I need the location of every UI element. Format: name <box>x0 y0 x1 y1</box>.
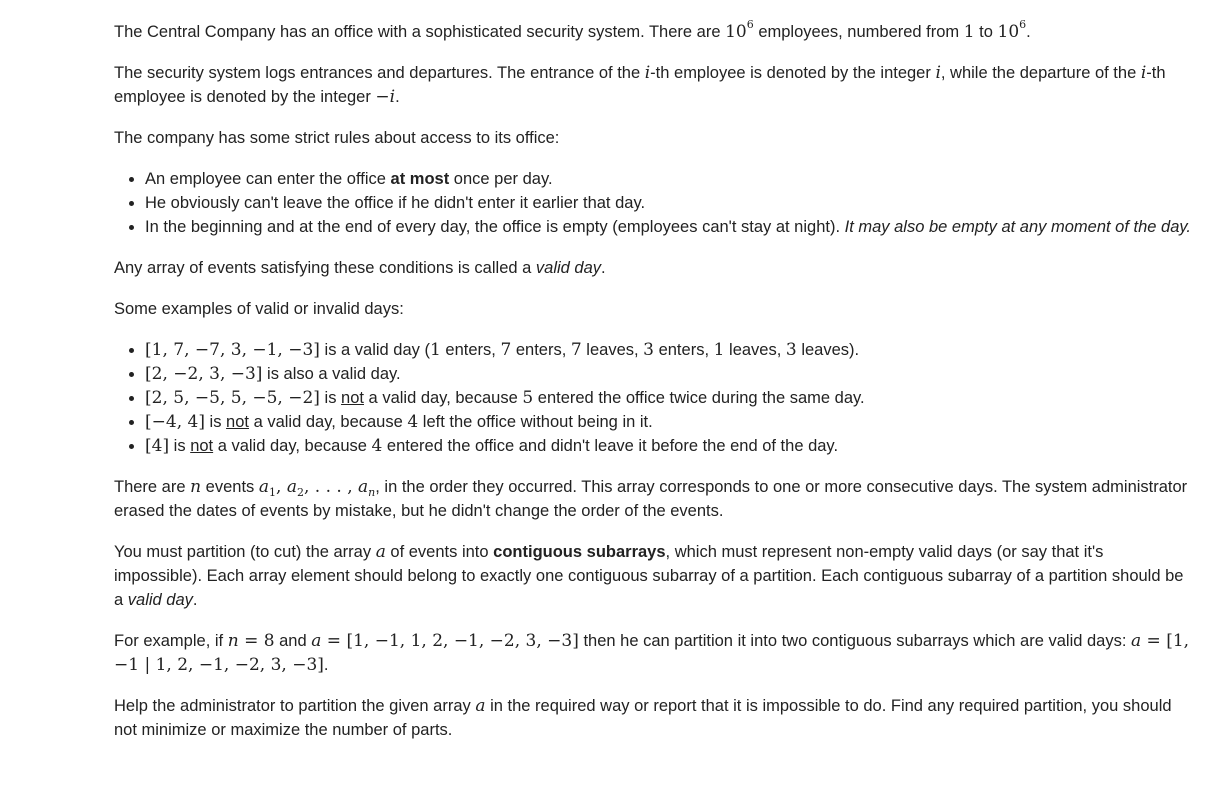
text: enters, <box>654 341 714 359</box>
math-n: n <box>227 631 239 651</box>
example-item <box>145 338 1195 362</box>
math-base: 10 <box>997 22 1020 42</box>
text: leaves, <box>724 341 786 359</box>
math-i: i <box>644 63 651 83</box>
text: events <box>201 478 259 496</box>
text: in the required way or report that it is impossible to do. Find any required partition, you should not minimize or maximize the number of parts. <box>114 697 1172 739</box>
math-a: a <box>258 477 270 497</box>
math-exponent: 6 <box>746 18 754 31</box>
italic-text: valid day <box>535 259 602 277</box>
text: entered the office twice during the same day. <box>533 389 865 407</box>
math-subscript: n <box>368 486 376 499</box>
math-i: i <box>1140 63 1147 83</box>
text: The Central Company has an office with a sophisticated security system. There are <box>114 23 726 41</box>
text: You must partition (to cut) the array <box>114 543 376 561</box>
rule-item <box>145 167 1195 191</box>
text: , which must represent non-empty valid days (or say that it's impossible). Each array element should belong to exactly one contiguous subarray of a partition. Each contiguous subarray of a partition should be a <box>114 543 1184 609</box>
text: . <box>192 591 198 609</box>
math-expression: = 8 <box>238 631 275 651</box>
math-sequence <box>259 477 375 497</box>
math-array: [2, 5, −5, 5, −5, −2] <box>145 388 320 408</box>
text: In the beginning and at the end of every day, the office is empty (employees can't stay at night). <box>145 218 845 236</box>
paragraph-events <box>114 475 1195 523</box>
math-a: a <box>1131 631 1142 651</box>
math-number: 3 <box>785 340 797 360</box>
example-item <box>145 362 1195 386</box>
math-dots: , . . . , <box>303 477 359 497</box>
math-i: i <box>389 87 396 107</box>
paragraph-partition <box>114 540 1195 612</box>
text: enters, <box>511 341 571 359</box>
math-subscript: 2 <box>296 486 304 499</box>
math-minus: − <box>375 87 390 107</box>
math-array: [1, 7, −7, 3, −1, −3] <box>145 340 320 360</box>
text: leaves). <box>796 341 860 359</box>
text: to <box>974 23 998 41</box>
text: employees, numbered from <box>753 23 964 41</box>
math-number: 7 <box>570 340 582 360</box>
underlined-text: not <box>226 413 249 431</box>
text: and <box>274 632 312 650</box>
example-item <box>145 410 1195 434</box>
math-base: 10 <box>725 22 747 42</box>
text: is <box>204 413 227 431</box>
text: Help the administrator to partition the given array <box>114 697 476 715</box>
text: For example, if <box>114 632 228 650</box>
math-one: 1 <box>963 22 975 42</box>
math-expression: = [1, −1 | 1, 2, −1, −2, 3, −3] <box>114 631 1190 675</box>
text: entered the office and didn't leave it before the end of the day. <box>382 437 839 455</box>
text: a valid day, because <box>363 389 523 407</box>
math-ten-pow-six <box>997 18 1027 42</box>
text: is a valid day ( <box>319 341 430 359</box>
text: , in the order they occurred. This array corresponds to one or more consecutive days. The system administrator erased the dates of events by mistake, but he didn't change the order of the events. <box>114 478 1188 520</box>
math-a: a <box>475 696 486 716</box>
text: An employee can enter the office <box>145 170 391 188</box>
paragraph-task <box>114 694 1195 742</box>
text: The security system logs entrances and departures. The entrance of the <box>114 64 645 82</box>
math-number: 4 <box>407 412 419 432</box>
text: is <box>319 389 342 407</box>
math-number: 4 <box>371 436 383 456</box>
example-item <box>145 386 1195 410</box>
math-subscript: 1 <box>269 486 277 499</box>
text: is also a valid day. <box>262 365 401 383</box>
math-array: [4] <box>145 436 170 456</box>
math-number: 3 <box>643 340 654 360</box>
text: , while the departure of the <box>940 64 1141 82</box>
italic-text: valid day <box>127 591 193 609</box>
math-a: a <box>311 631 322 651</box>
math-comma: , <box>276 477 287 497</box>
text: then he can partition it into two contiguous subarrays which are valid days: <box>578 632 1132 650</box>
text: -th employee is denoted by the integer <box>650 64 936 82</box>
paragraph-rules-intro: The company has some strict rules about access to its office: <box>114 129 560 147</box>
text: is <box>169 437 191 455</box>
text: leaves, <box>581 341 644 359</box>
text: a valid day, because <box>213 437 372 455</box>
text: . <box>323 656 329 674</box>
text: . <box>1026 23 1031 41</box>
paragraph-log <box>114 61 1195 109</box>
text: . <box>395 88 400 106</box>
examples-list <box>114 338 1195 458</box>
example-item <box>145 434 1195 458</box>
math-a: a <box>358 477 369 497</box>
math-number: 1 <box>429 340 441 360</box>
text: once per day. <box>449 170 553 188</box>
math-exponent: 6 <box>1019 18 1027 31</box>
underlined-text: not <box>341 389 364 407</box>
text: Any array of events satisfying these conditions is called a <box>114 259 536 277</box>
math-a: a <box>286 477 297 497</box>
text: -th employee is denoted by the integer <box>114 64 1166 106</box>
text: There are <box>114 478 191 496</box>
rule-item <box>145 215 1195 239</box>
text: of events into <box>385 543 494 561</box>
text: a valid day, because <box>248 413 408 431</box>
paragraph-intro <box>114 20 1195 44</box>
math-number: 7 <box>500 340 512 360</box>
math-ten-pow-six <box>725 18 754 42</box>
paragraph-example <box>114 629 1195 677</box>
bold-text: contiguous subarrays <box>493 543 666 561</box>
math-i: i <box>935 63 941 83</box>
bold-text: at most <box>390 170 450 188</box>
text: enters, <box>440 341 501 359</box>
math-expression: = [1, −1, 1, 2, −1, −2, 3, −3] <box>321 631 579 651</box>
underlined-text: not <box>190 437 214 455</box>
math-a: a <box>375 542 386 562</box>
paragraph-valid-day <box>114 256 1195 280</box>
paragraph-examples-intro: Some examples of valid or invalid days: <box>114 300 404 318</box>
text: left the office without being in it. <box>418 413 653 431</box>
math-array: [2, −2, 3, −3] <box>145 364 263 384</box>
rule-item: • He obviously can't leave the office if he didn't enter it earlier that day. <box>145 191 1195 215</box>
italic-text: It may also be empty at any moment of the day. <box>844 218 1191 236</box>
math-array: [−4, 4] <box>145 412 205 432</box>
math-number: 5 <box>522 388 534 408</box>
math-n: n <box>190 477 202 497</box>
text: . <box>601 259 606 277</box>
rules-list <box>114 167 1195 239</box>
math-number: 1 <box>713 340 725 360</box>
